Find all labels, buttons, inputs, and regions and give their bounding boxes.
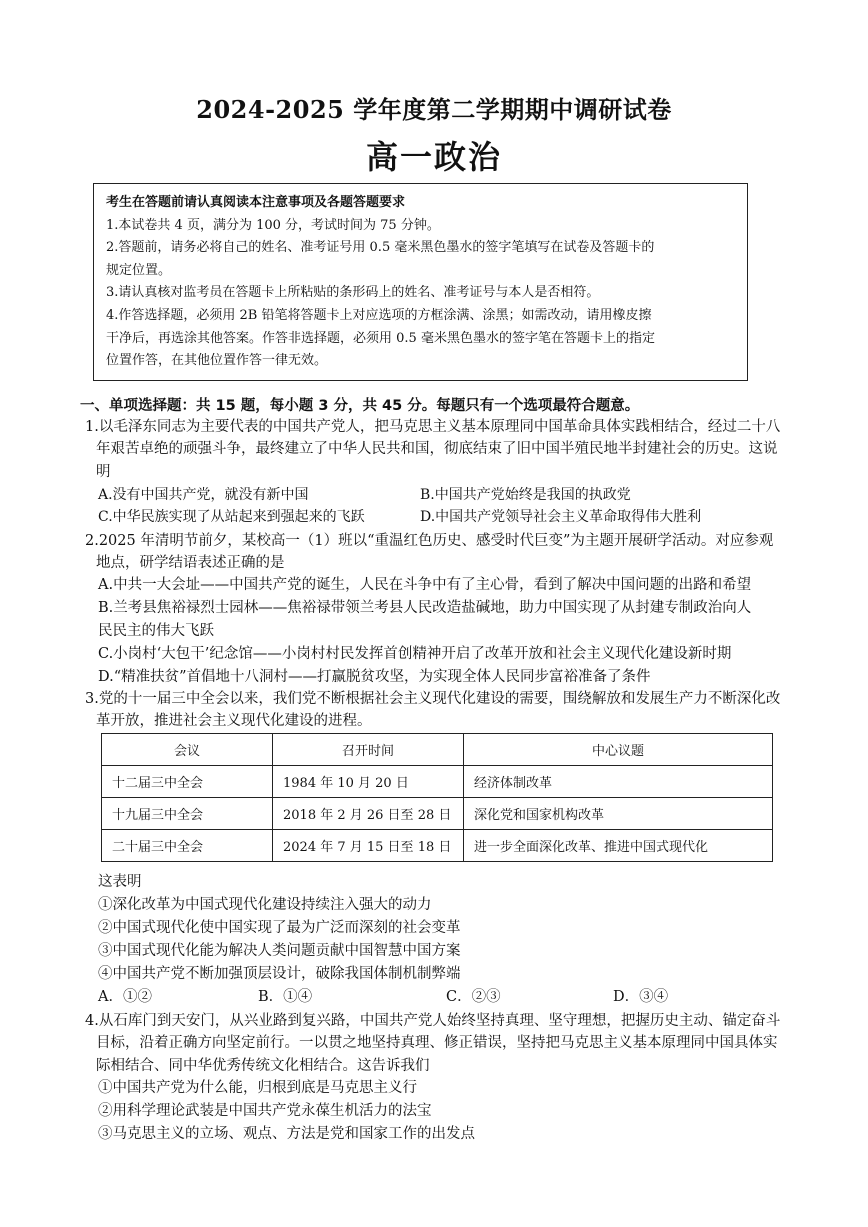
table-cell: 1984 年 10 月 20 日 (273, 766, 464, 798)
table-header: 召开时间 (273, 734, 464, 766)
table-header: 中心议题 (464, 734, 773, 766)
table-header-row (102, 734, 773, 766)
notice-item: 1.本试卷共 4 页，满分为 100 分，考试时间为 75 分钟。 (106, 217, 440, 233)
q3-item: ③中国式现代化能为解决人类问题贡献中国智慧中国方案 (98, 943, 461, 959)
q2-option-b: B.兰考县焦裕禄烈士园林——焦裕禄带领兰考县人民改造盐碱地，助力中国实现了从封建专制政治向人 (98, 600, 752, 616)
q1-option-b: B.中国共产党始终是我国的执政党 (420, 487, 631, 503)
q3-option-d: D．③④ (613, 989, 669, 1005)
q2-option-c: C.小岗村‘大包干’纪念馆——小岗村村民发挥首创精神开启了改革开放和社会主义现代化建设新时期 (98, 646, 732, 662)
table-header: 会议 (102, 734, 273, 766)
table-cell: 深化党和国家机构改革 (464, 798, 773, 830)
table-cell: 进一步全面深化改革、推进中国式现代化 (464, 830, 773, 862)
table-cell: 十二届三中全会 (102, 766, 273, 798)
notice-item: 4.作答选择题，必须用 2B 铅笔将答题卡上对应选项的方框涂满、涂黑；如需改动，请用橡皮擦 (106, 307, 652, 323)
q4-item: ①中国共产党为什么能，归根到底是马克思主义行 (98, 1080, 417, 1096)
q1-option-a: A.没有中国共产党，就没有新中国 (98, 487, 309, 503)
q3-item: ④中国共产党不断加强顶层设计，破除我国体制机制弊端 (98, 966, 461, 982)
q1-option-c: C.中华民族实现了从站起来到强起来的飞跃 (98, 509, 365, 525)
q4-item: ②用科学理论武装是中国共产党永葆生机活力的法宝 (98, 1103, 432, 1119)
q2-option-d: D.“精准扶贫”首倡地十八洞村——打赢脱贫攻坚，为实现全体人民同步富裕准备了条件 (98, 669, 651, 685)
table-cell: 十九届三中全会 (102, 798, 273, 830)
subject-title: 高一政治 (365, 138, 502, 176)
notice-item: 位置作答，在其他位置作答一律无效。 (106, 353, 328, 369)
notice-box (93, 183, 748, 381)
exam-title: 2024-2025 学年度第二学期期中调研试卷 (196, 95, 672, 124)
meetings-table (101, 733, 773, 862)
notice-item: 3.请认真核对监考员在答题卡上所粘贴的条形码上的姓名、准考证号与本人是否相符。 (106, 285, 600, 301)
question-4-stem: 4.从石库门到天安门，从兴业路到复兴路，中国共产党人始终坚持真理、坚守理想，把握历史主动、锚定奋斗目标，沿着正确方向坚定前行。一以贯之地坚持真理、修正错误，坚持把马克思主义基本原理同中国具体实际相结合、同中华优秀传统文化相结合。这告诉我们 (85, 1013, 781, 1074)
q3-lead: 这表明 (98, 874, 142, 890)
q2-option-a: A.中共一大会址——中国共产党的诞生，人民在斗争中有了主心骨，看到了解决中国问题的出路和希望 (98, 577, 752, 593)
notice-item: 2.答题前，请务必将自己的姓名、准考证号用 0.5 毫米黑色墨水的签字笔填写在试卷及答题卡的 (106, 240, 655, 256)
q3-option-a: A．①② (98, 989, 152, 1005)
question-1-stem: 1.以毛泽东同志为主要代表的中国共产党人，把马克思主义基本原理同中国革命具体实践相结合，经过二十八年艰苦卓绝的顽强斗争，最终建立了中华人民共和国，彻底结束了旧中国半殖民地半封建社会的历史。这说明 (85, 419, 781, 480)
notice-item: 规定位置。 (106, 262, 172, 278)
q1-option-d: D.中国共产党领导社会主义革命取得伟大胜利 (420, 509, 702, 525)
table-row (102, 766, 773, 798)
table-cell: 二十届三中全会 (102, 830, 273, 862)
table-cell: 2018 年 2 月 26 日至 28 日 (273, 798, 464, 830)
table-cell: 经济体制改革 (464, 766, 773, 798)
q3-item: ①深化改革为中国式现代化建设持续注入强大的动力 (98, 897, 432, 913)
notice-item: 干净后，再选涂其他答案。作答非选择题，必须用 0.5 毫米黑色墨水的签字笔在答题卡上的指定 (106, 330, 655, 346)
notice-heading: 考生在答题前请认真阅读本注意事项及各题答题要求 (106, 195, 406, 210)
table-row (102, 798, 773, 830)
question-3-stem: 3.党的十一届三中全会以来，我们党不断根据社会主义现代化建设的需要，围绕解放和发展生产力不断深化改革开放，推进社会主义现代化建设的进程。 (85, 691, 781, 730)
q3-item: ②中国式现代化使中国实现了最为广泛而深刻的社会变革 (98, 920, 461, 936)
q3-option-c: C．②③ (446, 989, 501, 1005)
q4-item: ③马克思主义的立场、观点、方法是党和国家工作的出发点 (98, 1126, 475, 1142)
table-row (102, 830, 773, 862)
question-2-stem: 2.2025 年清明节前夕，某校高一（1）班以“重温红色历史、感受时代巨变”为主题开展研学活动。对应参观地点，研学结语表述正确的是 (85, 533, 774, 572)
q3-option-b: B．①④ (258, 989, 313, 1005)
q2-option-b-cont: 民民主的伟大飞跃 (98, 623, 214, 639)
section-heading: 一、单项选择题：共 15 题，每小题 3 分，共 45 分。每题只有一个选项最符合题意。 (80, 398, 640, 414)
table-cell: 2024 年 7 月 15 日至 18 日 (273, 830, 464, 862)
